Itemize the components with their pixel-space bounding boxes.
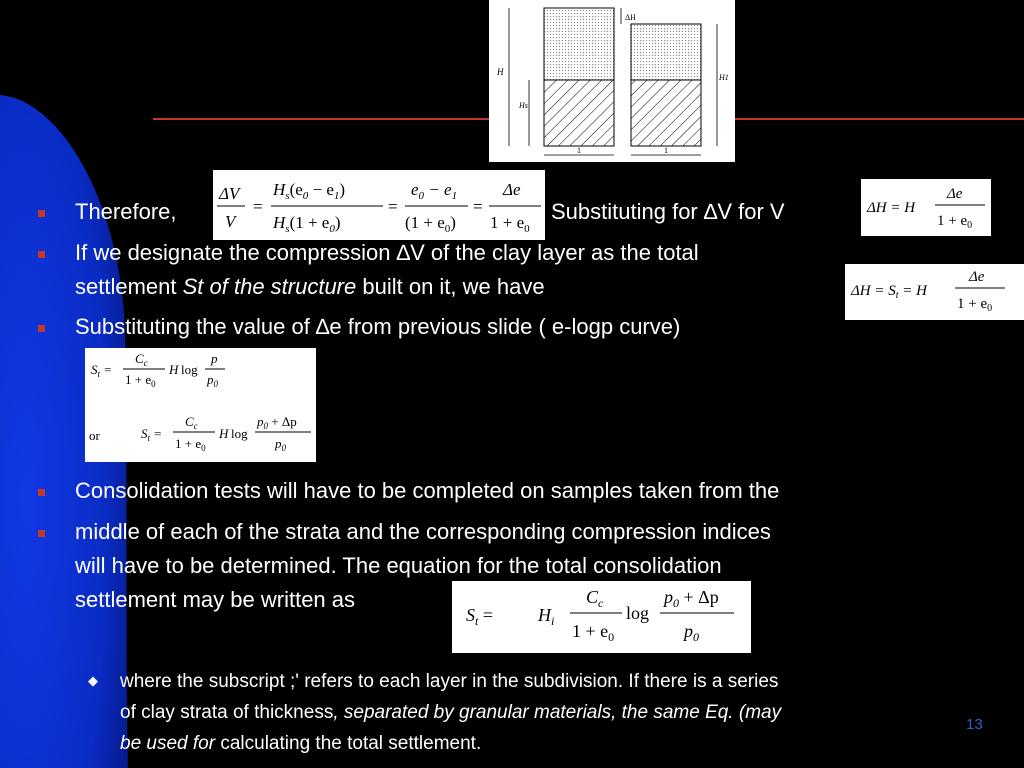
equation-delta-h [861, 179, 991, 236]
svg-text:log: log [626, 603, 650, 623]
svg-text:1 + e0: $1 + e_0$ [572, 621, 615, 644]
delta-h-label: ΔH [625, 13, 636, 22]
svg-text:Cc: $C_c$ [586, 587, 604, 610]
svg-text:St =: $S_t$ = [141, 426, 163, 443]
bullet-2-line2-suffix: built on it, we have [356, 274, 545, 299]
svg-text:p0: $p_0$ [207, 372, 218, 389]
equation-volume-ratio [213, 170, 545, 240]
svg-text:p0 + Δp: $p_0 + \Delta p$ [257, 414, 297, 431]
svg-text:Δe: Δe [947, 186, 963, 202]
svg-text:log: log [181, 362, 198, 377]
sub-bullet-line3-suffix: calculating the total settlement. [215, 733, 482, 754]
svg-text:1 + e0: $1 + e_0$ [175, 436, 206, 453]
svg-text:H: H [219, 426, 229, 441]
svg-text:Hs(1 + e0): $H_s(1 + e_0)$ [273, 213, 341, 235]
sub-bullet-line3 [120, 728, 481, 759]
svg-text:Hi: $H_i$ [538, 605, 555, 628]
svg-text:Δe: Δe [969, 269, 985, 285]
sub-bullet-line3-italic: be used for [120, 733, 216, 754]
svg-text:St =: $S_t$ = [466, 605, 493, 628]
equation-settlement-delta [845, 264, 1024, 320]
svg-text:St =: $S_t$ = [91, 362, 113, 379]
svg-text:(1 + e0): $(1 + e_0)$ [405, 213, 456, 235]
svg-text:1 + e0: $1 + e_0$ [490, 213, 530, 235]
bullet-marker [38, 530, 45, 537]
svg-text:H: H [169, 362, 179, 377]
svg-text:p: p [211, 351, 218, 366]
bullet-marker [38, 251, 45, 258]
page-number: 13 [966, 716, 983, 733]
svg-text:p0: $p_0$ [684, 621, 699, 644]
sub-bullet-line2-prefix: of clay strata of thickness [120, 702, 334, 723]
svg-text:=: = [253, 197, 263, 216]
bullet-2-line2 [75, 270, 545, 304]
bullet-4-text: Consolidation tests will have to be completed on samples taken from the [75, 478, 780, 503]
sub-bullet-line1: where the subscript ;' refers to each layer in the subdivision. If there is a series [120, 671, 779, 692]
bullet-marker [38, 210, 45, 217]
bullet-1-tail: Substituting for ∆V for V [551, 199, 785, 224]
width-left-label: 1 [577, 146, 581, 155]
or-label: or [89, 428, 100, 443]
svg-text:p0: $p_0$ [275, 436, 286, 453]
svg-text:Hs(e0 − e1): $H_s(e_0 - e_1)$ [273, 180, 346, 202]
svg-text:1 + e0: $1 + e_0$ [957, 296, 993, 314]
bullet-2-line1: If we designate the compression ∆V of the clay layer as the total [75, 240, 699, 265]
svg-text:1 + e0: $1 + e_0$ [125, 372, 156, 389]
svg-text:V: V [225, 212, 236, 231]
bullet-5-line2: will have to be determined. The equation for the total consolidation [75, 553, 722, 578]
bullet-5-line1: middle of each of the strata and the corresponding compression indices [75, 519, 771, 544]
svg-text:p0 + Δp: $p_0 + \Delta p$ [664, 587, 719, 610]
bullet-1-lead: Therefore, [75, 199, 177, 224]
bullet-3-text: Substituting the value of ∆e from previous slide ( e-logp curve) [75, 314, 681, 339]
svg-text:Δe: Δe [503, 180, 521, 199]
diamond-bullet-icon: ◆ [88, 673, 98, 688]
equation-layer-settlement [452, 581, 751, 653]
sub-bullet-line2-italic: , separated by granular materials, the same Eq. (may [333, 702, 782, 723]
bullet-2-line2-prefix: settlement [75, 274, 183, 299]
svg-text:=: = [473, 197, 483, 216]
bullet-5-line3: settlement may be written as [75, 587, 356, 612]
svg-text:e0 − e1: $e_0 - e_1$ [411, 180, 458, 202]
svg-text:Cc: $C_c$ [185, 414, 198, 431]
bullet-2-line2-italic: St of the structure [182, 274, 357, 299]
equation-settlement-log [85, 348, 316, 462]
svg-text:1 + e0: $1 + e_0$ [937, 213, 973, 231]
svg-text:ΔV: ΔV [219, 184, 240, 203]
consolidation-diagram [489, 0, 735, 162]
svg-text:ΔH = H: ΔH = H [867, 200, 916, 216]
h1-label: H1 [719, 73, 729, 82]
svg-text:ΔH = St = H: $\Delta H = S_t = H$ [851, 283, 928, 301]
hs-label: Hs [519, 101, 528, 110]
h-label: H [497, 67, 504, 77]
bullet-marker [38, 489, 45, 496]
svg-text:log: log [231, 426, 248, 441]
width-right-label: 1 [664, 146, 668, 155]
svg-text:Cc: $C_c$ [135, 351, 148, 368]
bullet-marker [38, 325, 45, 332]
sub-bullet-line2 [120, 697, 781, 728]
svg-text:=: = [388, 197, 398, 216]
